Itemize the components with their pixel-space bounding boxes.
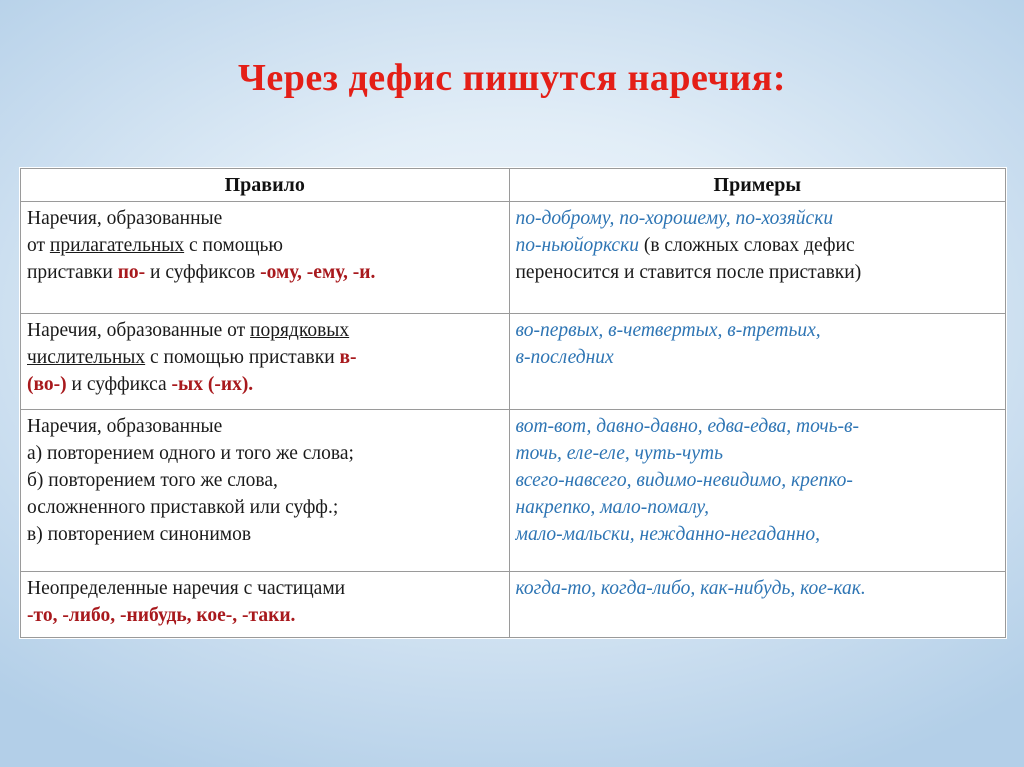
table-row: [21, 314, 1006, 410]
table-header-row: [21, 169, 1006, 202]
rule-text: от: [27, 235, 50, 256]
rule-underlined-term: числительных: [27, 347, 146, 368]
examples-cell: [509, 572, 1006, 638]
rule-line: Неопределенные наречия с частицами: [27, 578, 346, 599]
rule-text: с помощью приставки: [145, 347, 340, 368]
example-line: всего-навсего, видимо-невидимо, крепко-: [515, 470, 853, 491]
example-note: (в сложных словах дефис: [638, 235, 855, 256]
rule-highlight: -то, -либо, -нибудь, кое-, -таки.: [27, 605, 296, 626]
rule-cell: [21, 202, 510, 314]
rule-text: приставки: [27, 262, 118, 283]
slide-title: Через дефис пишутся наречия:: [237, 57, 787, 99]
rule-line: б) повторением того же слова,: [27, 470, 278, 491]
rule-underlined-term: порядковых: [250, 320, 350, 341]
rules-table: [20, 168, 1006, 638]
rule-cell: [21, 314, 510, 410]
example-note: переносится и ставится после приставки): [515, 262, 862, 283]
example-line: когда-то, когда-либо, как-нибудь, кое-как.: [515, 578, 866, 599]
rule-highlight: (во-): [27, 374, 67, 395]
rule-highlight: -ых (-их).: [171, 374, 254, 395]
example-line: в-последних: [515, 347, 614, 368]
rule-line: [27, 344, 503, 371]
rule-line: Наречия, образованные: [27, 208, 223, 229]
example-line: накрепко, мало-помалу,: [515, 497, 710, 518]
rule-text: и суффиксов: [145, 262, 261, 283]
rule-line: а) повторением одного и того же слова;: [27, 443, 354, 464]
rule-line: [27, 371, 503, 398]
rule-line: в) повторением синонимов: [27, 524, 252, 545]
rule-highlight: в-: [339, 347, 357, 368]
table-row: [21, 572, 1006, 638]
rule-line: Наречия, образованные: [27, 416, 223, 437]
example-line: во-первых, в-четвертых, в-третьих,: [515, 320, 821, 341]
rule-line: [27, 232, 503, 259]
rule-text: и суффикса: [66, 374, 172, 395]
rule-text: Наречия, образованные от: [27, 320, 251, 341]
example-text: по-ньюйоркски: [515, 235, 639, 256]
rule-highlight: -ому, -ему, -и.: [260, 262, 376, 283]
header-rule: Правило: [21, 169, 510, 202]
example-line: мало-мальски, нежданно-негаданно,: [515, 524, 820, 545]
rule-cell: [21, 410, 510, 572]
example-line: вот-вот, давно-давно, едва-едва, точь-в-: [515, 416, 859, 437]
rule-underlined-term: прилагательных: [49, 235, 185, 256]
examples-cell: [509, 410, 1006, 572]
table-row: [21, 202, 1006, 314]
rule-line: [27, 317, 503, 344]
examples-cell: [509, 314, 1006, 410]
header-examples: Примеры: [509, 169, 1006, 202]
rule-line: [27, 259, 503, 286]
rule-highlight: по-: [117, 262, 146, 283]
rule-text: с помощью: [184, 235, 283, 256]
example-line: [516, 232, 1000, 259]
examples-cell: [509, 202, 1006, 314]
example-line: по-доброму, по-хорошему, по-хозяйски: [515, 208, 834, 229]
example-line: точь, еле-еле, чуть-чуть: [515, 443, 723, 464]
table-row: [21, 410, 1006, 572]
rule-cell: [21, 572, 510, 638]
rule-line: осложненного приставкой или суфф.;: [27, 497, 339, 518]
